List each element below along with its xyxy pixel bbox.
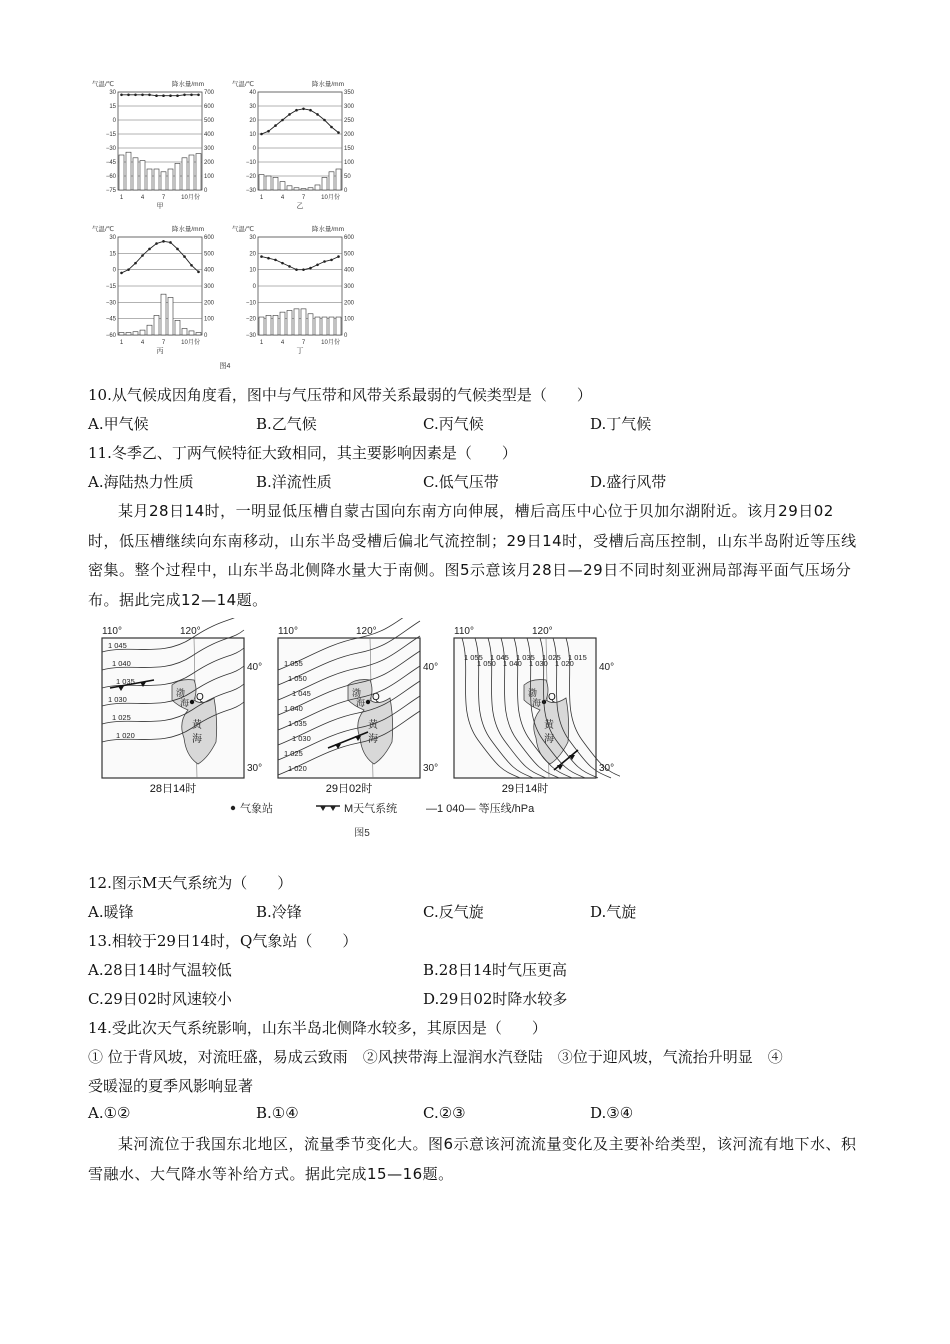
sea-label-hai2: 海: [544, 734, 554, 745]
precip-tick: 100: [204, 174, 215, 180]
map-time-label: 29日14时: [501, 783, 549, 795]
q14-option-d[interactable]: D.③④: [590, 1104, 634, 1122]
station-q-label: Q: [196, 692, 204, 703]
precip-tick: 300: [344, 104, 355, 110]
temp-tick: 30: [249, 235, 256, 241]
lon-label-110: 110°: [454, 626, 474, 637]
climate-chart-jia: [92, 79, 215, 210]
q13-option-c[interactable]: C.29日02时风速较小: [88, 990, 232, 1008]
temp-tick: −20: [245, 174, 256, 180]
temp-tick: −10: [245, 300, 256, 307]
temp-point: [267, 130, 270, 133]
isobar-label: 1 030: [108, 695, 127, 704]
q12-option-b[interactable]: B.冷锋: [256, 903, 302, 921]
month-tick: 7: [161, 195, 166, 201]
isobar-label: 1 035: [288, 719, 307, 728]
precip-bar: [273, 315, 278, 335]
figure-5-legend: [231, 801, 535, 815]
isobar-label: 1 020: [288, 764, 307, 773]
month-tick: 7: [301, 195, 306, 201]
month-label: 月份: [187, 195, 200, 201]
temp-point: [148, 248, 151, 251]
q12-option-a[interactable]: A.暖锋: [88, 903, 134, 921]
precip-tick: 600: [204, 104, 215, 110]
temp-point: [162, 240, 165, 243]
precip-bar: [301, 309, 306, 335]
lat-label-30: 30°: [247, 763, 263, 774]
q13-stem: 13.相较于29日14时，Q气象站（ ）: [88, 932, 358, 950]
precip-bar: [133, 158, 138, 190]
climate-chart-ding: [232, 224, 355, 355]
precip-tick: 100: [204, 316, 215, 323]
precip-bar: [140, 330, 145, 335]
precip-tick: 0: [344, 333, 348, 339]
temp-tick: 30: [109, 90, 116, 96]
precip-bar: [168, 297, 173, 335]
precip-bar: [161, 172, 166, 190]
chart-name: 丁: [296, 348, 304, 355]
month-tick: 1: [259, 195, 264, 201]
q13-option-b[interactable]: B.28日14时气压更高: [423, 961, 567, 979]
temp-point: [134, 94, 137, 97]
figure-5-pressure-maps: [90, 618, 620, 846]
right-axis-title: 降水量/mm: [311, 81, 344, 88]
temp-point: [120, 94, 123, 97]
temp-tick: 0: [252, 146, 256, 152]
sea-label-hai1: 海: [356, 698, 366, 708]
isobar-label: 1 040: [284, 704, 303, 713]
station-q-dot: [190, 700, 194, 704]
month-label: 月份: [327, 340, 340, 346]
precip-tick: 300: [204, 146, 215, 152]
sea-label-hai2: 海: [192, 734, 202, 745]
precip-tick: 350: [344, 90, 355, 96]
precip-tick: 300: [204, 284, 215, 290]
sea-label-bo: 渤: [352, 688, 362, 698]
temp-point: [176, 94, 179, 97]
temp-line: [122, 241, 199, 273]
precip-tick: 150: [344, 146, 355, 152]
precip-tick: 0: [204, 333, 208, 339]
temp-point: [190, 94, 193, 97]
precip-tick: 500: [204, 251, 215, 258]
temp-tick: −45: [105, 160, 116, 166]
precip-tick: 200: [344, 300, 355, 307]
climate-chart-yi: [232, 79, 355, 210]
station-legend-dot: [231, 806, 235, 810]
figure-4-caption: 图4: [219, 363, 231, 370]
month-label: 月份: [327, 195, 340, 201]
temp-point: [288, 113, 291, 116]
isobar-label: 1 040: [503, 659, 522, 668]
month-tick: 4: [280, 340, 285, 346]
temp-point: [155, 242, 158, 245]
right-axis-title: 降水量/mm: [311, 226, 344, 233]
legend-front: M天气系统: [344, 803, 398, 815]
passage-12-14: 某月28日14时，一明显低压槽自蒙古国向东南方向伸展，槽后高压中心位于贝加尔湖附近。该月29日02时，低压槽继续向东南移动，山东半岛受槽后偏北气流控制；29日14时，受槽后高压控制，山东半岛附近等压线密集。整个过程中，山东半岛北侧降水量大于南侧。图5示意该月28日—29日不同时刻亚洲局部海平面气压场分布。据此完成12—14题。: [88, 502, 857, 609]
chart-name: 丙: [156, 348, 164, 355]
month-tick: 4: [280, 195, 285, 201]
temp-tick: −15: [105, 284, 116, 290]
left-axis-title: 气温/℃: [232, 226, 255, 233]
temp-tick: −30: [105, 300, 116, 307]
temp-tick: 0: [112, 118, 116, 124]
lon-label-120: 120°: [180, 626, 201, 637]
q11-option-c[interactable]: C.低气压带: [423, 473, 499, 491]
precip-tick: 300: [344, 284, 355, 290]
precip-bar: [182, 158, 187, 190]
temp-point: [316, 113, 319, 116]
isobar-label: 1 035: [116, 677, 135, 686]
sea-label-hai2: 海: [368, 734, 378, 745]
temp-tick: −30: [105, 146, 116, 152]
temp-point: [141, 94, 144, 97]
precip-bar: [308, 314, 313, 335]
temp-point: [309, 109, 312, 112]
temp-point: [120, 272, 123, 275]
precip-tick: 200: [204, 160, 215, 166]
lon-label-110: 110°: [278, 626, 298, 637]
isobar-label: 1 020: [116, 731, 135, 740]
temp-tick: −60: [105, 174, 116, 180]
precip-tick: 0: [204, 188, 208, 194]
temp-point: [127, 268, 130, 271]
precip-bar: [329, 172, 334, 190]
sea-label-hai1: 海: [532, 698, 542, 708]
isobar-label: 1 050: [477, 659, 496, 668]
isobar-label: 1 030: [292, 734, 311, 743]
q11-option-a[interactable]: A.海陆热力性质: [88, 473, 194, 491]
temp-tick: −60: [105, 333, 116, 339]
month-tick: 10: [181, 340, 188, 346]
temp-point: [309, 267, 312, 270]
precip-bar: [315, 185, 320, 190]
temp-tick: 20: [249, 251, 256, 258]
climate-chart-bing: [92, 224, 215, 355]
temp-point: [176, 248, 179, 251]
temp-point: [267, 257, 270, 260]
precip-bar: [301, 189, 306, 190]
left-axis-title: 气温/℃: [92, 81, 115, 88]
temp-tick: 30: [109, 235, 116, 241]
temp-tick: −75: [105, 188, 116, 194]
temp-tick: −30: [245, 333, 256, 339]
precip-tick: 400: [344, 267, 355, 274]
q12-option-c[interactable]: C.反气旋: [423, 903, 484, 921]
precip-tick: 500: [204, 118, 215, 124]
map-time-label: 29日02时: [325, 783, 373, 795]
precip-bar: [294, 188, 299, 190]
precip-bar: [266, 176, 271, 190]
lat-label-30: 30°: [599, 763, 615, 774]
precip-bar: [322, 317, 327, 335]
precip-bar: [154, 169, 159, 190]
map-time-label: 28日14时: [149, 783, 197, 795]
precip-bar: [322, 177, 327, 190]
month-tick: 4: [140, 195, 145, 201]
lon-label-120: 120°: [356, 626, 377, 637]
isobar-label: 1 025: [542, 653, 561, 662]
temp-point: [127, 94, 130, 97]
isobar-label: 1 025: [284, 749, 303, 758]
temp-point: [183, 255, 186, 258]
isobar-label: 1 040: [112, 659, 131, 668]
sea-label-bo: 渤: [528, 688, 538, 698]
temp-point: [134, 262, 137, 265]
temp-tick: 15: [109, 104, 116, 110]
month-tick: 1: [119, 340, 124, 346]
precip-bar: [259, 317, 264, 335]
lat-label-40: 40°: [247, 662, 263, 673]
precip-bar: [294, 309, 299, 335]
legend-station: 气象站: [240, 803, 273, 815]
temp-tick: 10: [249, 267, 256, 274]
precip-tick: 100: [344, 160, 355, 166]
temp-point: [141, 254, 144, 257]
precip-bar: [175, 320, 180, 335]
temp-tick: 30: [249, 104, 256, 110]
legend-isobar: —1 040— 等压线/hPa: [426, 803, 535, 815]
sea-label-hai1: 海: [180, 698, 190, 708]
q14-option-b[interactable]: B.①④: [256, 1104, 299, 1122]
month-tick: 10: [181, 195, 188, 201]
isobar-label: 1 045: [490, 653, 509, 662]
q11-option-b[interactable]: B.洋流性质: [256, 473, 332, 491]
temp-point: [169, 241, 172, 244]
precip-tick: 200: [344, 132, 355, 138]
q13-option-a[interactable]: A.28日14时气温较低: [88, 961, 232, 979]
precip-tick: 100: [344, 316, 355, 323]
precip-bar: [266, 315, 271, 335]
q12-option-d[interactable]: D.气旋: [590, 903, 637, 921]
precip-bar: [280, 312, 285, 335]
precip-tick: 400: [204, 267, 215, 274]
figure-5-caption: 图5: [354, 828, 370, 839]
precip-bar: [126, 333, 131, 335]
temp-point: [323, 260, 326, 263]
precip-bar: [189, 155, 194, 190]
month-tick: 10: [321, 340, 328, 346]
precip-bar: [140, 161, 145, 190]
precip-bar: [168, 169, 173, 190]
precip-bar: [196, 333, 201, 335]
q10-option-c[interactable]: C.丙气候: [423, 415, 484, 433]
temp-point: [274, 259, 277, 262]
isobar-label: 1 045: [292, 689, 311, 698]
right-axis-title: 降水量/mm: [171, 226, 204, 233]
temp-point: [295, 109, 298, 112]
precip-bar: [126, 152, 131, 190]
q14-stem: 14.受此次天气系统影响，山东半岛北侧降水较多，其原因是（ ）: [88, 1019, 547, 1037]
precip-bar: [280, 182, 285, 190]
temp-tick: 0: [252, 284, 256, 290]
temp-tick: −15: [105, 132, 116, 138]
temp-point: [190, 264, 193, 267]
precip-bar: [182, 328, 187, 335]
temp-point: [281, 262, 284, 265]
left-axis-title: 气温/℃: [232, 81, 255, 88]
lon-label-120: 120°: [532, 626, 553, 637]
isobar-label: 1 050: [288, 674, 307, 683]
temp-point: [169, 94, 172, 97]
month-tick: 1: [259, 340, 264, 346]
lat-label-40: 40°: [599, 662, 615, 673]
temp-point: [274, 124, 277, 127]
pressure-map-28-14: [102, 618, 262, 795]
precip-bar: [259, 175, 264, 190]
month-tick: 4: [140, 340, 145, 346]
temp-point: [330, 259, 333, 262]
month-tick: 7: [301, 340, 306, 346]
q10-option-d[interactable]: D.丁气候: [590, 415, 652, 433]
isobar-label: 1 020: [555, 659, 574, 668]
temp-line: [122, 95, 199, 96]
q13-option-d[interactable]: D.29日02时降水较多: [423, 990, 568, 1008]
temp-point: [330, 126, 333, 129]
temp-point: [281, 119, 284, 122]
temp-point: [337, 131, 340, 134]
precip-bar: [315, 317, 320, 335]
precip-tick: 200: [204, 300, 215, 307]
isobar-label: 1 030: [529, 659, 548, 668]
precip-tick: 250: [344, 118, 355, 124]
precip-bar: [336, 317, 341, 335]
temp-point: [302, 268, 305, 271]
temp-tick: 20: [249, 118, 256, 124]
precip-tick: 700: [204, 90, 215, 96]
temp-point: [260, 255, 263, 258]
precip-tick: 0: [344, 188, 348, 194]
sea-label-bo: 渤: [176, 688, 186, 698]
month-tick: 1: [119, 195, 124, 201]
temp-point: [302, 108, 305, 111]
q11-option-d[interactable]: D.盛行风带: [590, 473, 667, 491]
station-q-label: Q: [372, 692, 380, 703]
figure-4-climate-charts: [90, 78, 370, 376]
lat-label-30: 30°: [423, 763, 439, 774]
temp-point: [260, 133, 263, 136]
temp-point: [337, 255, 340, 258]
precip-bar: [147, 325, 152, 335]
precip-bar: [161, 294, 166, 335]
precip-bar: [133, 332, 138, 335]
temp-tick: −45: [105, 316, 116, 323]
station-q-dot: [366, 700, 370, 704]
q10-stem: 10.从气候成因角度看，图中与气压带和风带关系最弱的气候类型是（ ）: [88, 386, 592, 404]
temp-point: [295, 268, 298, 271]
precip-bar: [287, 186, 292, 190]
lat-label-40: 40°: [423, 662, 439, 673]
precip-bar: [336, 169, 341, 190]
temp-point: [323, 119, 326, 122]
precip-bar: [196, 154, 201, 190]
temp-tick: −20: [245, 316, 256, 323]
isobar-label: 1 045: [108, 641, 127, 650]
lon-label-110: 110°: [102, 626, 122, 637]
precip-tick: 400: [204, 132, 215, 138]
q11-stem: 11.冬季乙、丁两气候特征大致相同，其主要影响因素是（ ）: [88, 444, 517, 462]
q10-option-a[interactable]: A.甲气候: [88, 415, 149, 433]
isobar-label: 1 055: [464, 653, 483, 662]
q14-option-a[interactable]: A.①②: [88, 1104, 131, 1122]
q10-option-b[interactable]: B.乙气候: [256, 415, 317, 433]
precip-bar: [154, 315, 159, 335]
isobar-label: 1 015: [568, 653, 587, 662]
temp-line: [262, 109, 339, 134]
month-tick: 7: [161, 340, 166, 346]
sea-label-huang: 黄: [368, 720, 378, 731]
q12-stem: 12.图示M天气系统为（ ）: [88, 874, 293, 892]
temp-tick: 10: [249, 132, 256, 138]
temp-point: [155, 94, 158, 97]
precip-bar: [175, 163, 180, 190]
temp-point: [162, 94, 165, 97]
temp-tick: 15: [109, 251, 116, 258]
precip-bar: [189, 331, 194, 335]
temp-point: [197, 94, 200, 97]
temp-point: [183, 94, 186, 97]
precip-bar: [308, 188, 313, 190]
precip-bar: [273, 177, 278, 190]
chart-name: 甲: [156, 203, 164, 210]
pressure-map-29-02: [278, 618, 438, 795]
precip-tick: 600: [344, 235, 355, 241]
isobar-label: 1 035: [516, 653, 535, 662]
precip-bar: [119, 333, 124, 335]
station-q-label: Q: [548, 692, 556, 703]
month-label: 月份: [187, 340, 200, 346]
q14-option-c[interactable]: C.②③: [423, 1104, 466, 1122]
q14-statements-cont: 受暖湿的夏季风影响显著: [88, 1077, 254, 1095]
precip-bar: [329, 317, 334, 335]
temp-tick: 0: [112, 267, 116, 274]
precip-bar: [287, 311, 292, 336]
temp-tick: −30: [245, 188, 256, 194]
temp-line: [262, 257, 339, 270]
right-axis-title: 降水量/mm: [171, 81, 204, 88]
month-tick: 10: [321, 195, 328, 201]
q14-statements: ① 位于背风坡，对流旺盛，易成云致雨 ②风挟带海上湿润水汽登陆 ③位于迎风坡，气流抬升明显 ④: [88, 1048, 783, 1066]
isobar-label: 1 025: [112, 713, 131, 722]
isobar-label: 1 055: [284, 659, 303, 668]
passage-15-16: 某河流位于我国东北地区，流量季节变化大。图6示意该河流流量变化及主要补给类型，该河流有地下水、积雪融水、大气降水等补给方式。据此完成15—16题。: [88, 1135, 857, 1183]
left-axis-title: 气温/℃: [92, 226, 115, 233]
precip-bar: [147, 169, 152, 190]
temp-point: [316, 263, 319, 266]
precip-bar: [119, 155, 124, 190]
chart-name: 乙: [296, 203, 304, 210]
temp-point: [197, 271, 200, 274]
precip-tick: 500: [344, 251, 355, 258]
precip-tick: 50: [344, 174, 351, 180]
sea-label-huang: 黄: [544, 720, 554, 731]
temp-tick: 40: [249, 90, 256, 96]
temp-tick: −10: [245, 160, 256, 166]
temp-point: [288, 265, 291, 268]
pressure-map-29-14: [454, 626, 620, 795]
precip-tick: 600: [204, 235, 215, 241]
sea-label-huang: 黄: [192, 720, 202, 731]
temp-point: [148, 94, 151, 97]
